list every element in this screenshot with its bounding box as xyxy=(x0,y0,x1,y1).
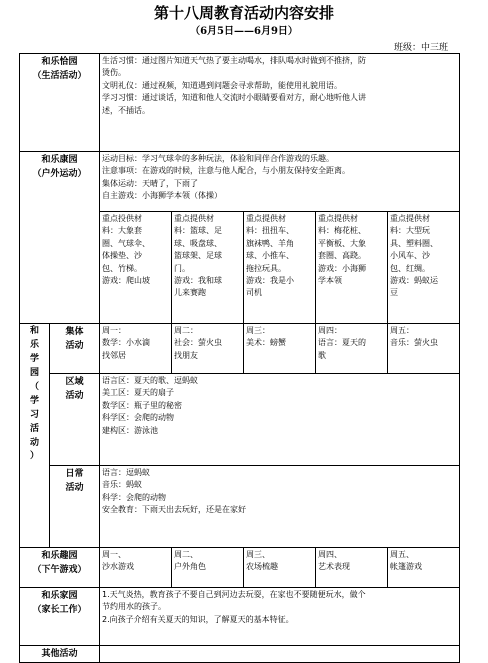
hejia-label xyxy=(20,588,100,646)
hekang-day-line: 料：大象套 xyxy=(102,226,143,236)
hequ-day-5 xyxy=(388,548,460,588)
hekang-day-line: 司机 xyxy=(246,288,263,298)
hekang-day-line: 儿来赛跑 xyxy=(174,288,207,298)
row-hequ xyxy=(20,548,460,588)
jiti-label-1: 集体 xyxy=(65,327,84,337)
hekang-day-line: 游戏：蚂蚁运 xyxy=(390,275,439,285)
hequ-day-line: 帐篷游戏 xyxy=(390,562,423,572)
quyu-line: 建构区：游泳池 xyxy=(102,425,159,435)
hekang-day-line: 重点提供材 xyxy=(246,214,287,223)
hejia-line: 1.天气炎热，教育孩子不要自己到河边去玩耍，在家也不要随便玩水，做个 xyxy=(102,590,366,599)
hexue-label-char: ） xyxy=(29,451,39,462)
hexue-label-char: 活 xyxy=(29,423,39,434)
jiti-day-line: 社会：萤火虫 xyxy=(174,338,223,348)
hekang-day-line: 球、小推车、 xyxy=(246,251,295,261)
hekang-day-line: 具、塑料圈、 xyxy=(390,238,439,248)
jiti-day-line: 找朋友 xyxy=(174,350,199,360)
heqia-label-sub: （生活活动） xyxy=(32,71,87,82)
jiti-label xyxy=(50,324,100,374)
hexue-label-char: （ xyxy=(29,381,39,392)
hekang-line: 集体运动：天晴了，下雨了 xyxy=(102,178,199,188)
hekang-day-line: 游戏：我是小 xyxy=(246,275,295,285)
quyu-line: 美工区：夏天的扇子 xyxy=(102,388,175,398)
hekang-day-line: 重点提供材 xyxy=(318,214,359,223)
hekang-day-line: 套圈、高跷。 xyxy=(318,251,367,261)
hekang-day-2 xyxy=(172,212,244,324)
row-quyu xyxy=(20,374,460,466)
schedule-table xyxy=(19,53,460,663)
hekang-day-line: 料：篮球、足 xyxy=(174,226,223,236)
hekang-day-line: 体操垫、沙 xyxy=(102,251,143,261)
hekang-label-name: 和乐康园 xyxy=(41,155,78,165)
hekang-label xyxy=(20,152,100,324)
hekang-day-line: 料：梅花桩、 xyxy=(318,226,367,236)
hekang-day-line: 豆 xyxy=(390,288,399,298)
hequ-day-line: 农场梳趣 xyxy=(246,562,279,572)
hekang-day-line: 游戏：小海狮 xyxy=(318,263,367,273)
quyu-content xyxy=(100,374,460,466)
hekang-day-5 xyxy=(388,212,460,324)
jiti-day-line: 周五： xyxy=(390,326,415,335)
hequ-day-line: 艺术表现 xyxy=(318,562,351,572)
hexue-label-char: 乐 xyxy=(29,339,39,350)
heqia-line: 述，不插话。 xyxy=(102,105,151,115)
hekang-day-line: 重点提供材 xyxy=(390,214,431,223)
hekang-label-sub: （户外运动） xyxy=(32,169,87,180)
quyu-line: 数学区：瓶子里的秘密 xyxy=(102,400,183,410)
hexue-label-char: 习 xyxy=(29,409,39,420)
heqia-line: 学习习惯：通过谈话，知道和他人交流时小眼睛要看对方，耐心地听他人讲 xyxy=(102,93,367,103)
heqia-line: 文明礼仪：通过视频，知道遇到问题会寻求帮助，能使用礼貌用语。 xyxy=(102,80,343,90)
jiti-day-4 xyxy=(316,324,388,374)
hekang-line: 注意事项：在游戏的时候，注意与他人配合，与小朋友保持安全距离。 xyxy=(102,166,351,176)
hejia-line: 节约用水的孩子。 xyxy=(102,602,167,612)
quyu-line: 科学区：会爬的动物 xyxy=(102,413,175,423)
hexue-label-char: 园 xyxy=(29,367,39,378)
jiti-day-line: 周三： xyxy=(246,326,271,335)
jiti-label-2: 活动 xyxy=(65,341,84,352)
row-hejia xyxy=(20,588,460,646)
hekang-day-line: 料：扭扭车、 xyxy=(246,226,295,236)
row-jiti xyxy=(20,324,460,374)
richang-content xyxy=(100,466,460,548)
hequ-day-3 xyxy=(244,548,316,588)
richang-line: 安全教育：下雨天出去玩好，还是在家好 xyxy=(102,505,247,515)
hekang-day-line: 拖拉玩具。 xyxy=(246,263,287,273)
hequ-day-4 xyxy=(316,548,388,588)
hequ-day-line: 户外角色 xyxy=(174,562,207,572)
hekang-day-line: 重点提供材 xyxy=(174,214,215,223)
hekang-line: 运动目标：学习气球伞的多种玩法，体验和同伴合作游戏的乐趣。 xyxy=(102,154,335,163)
hekang-day-line: 小风车、沙 xyxy=(390,251,431,261)
richang-line: 音乐：蚂蚁 xyxy=(102,480,143,490)
hejia-label-sub: （家长工作） xyxy=(32,605,87,616)
jiti-day-line: 数学：小水滴 xyxy=(102,338,151,348)
hexue-label-char: 和 xyxy=(29,326,39,336)
quyu-label-2: 活动 xyxy=(65,391,84,402)
row-qita xyxy=(20,646,460,663)
heqia-label xyxy=(20,54,100,152)
jiti-day-line: 周二： xyxy=(174,326,199,335)
richang-line: 科学：会爬的动物 xyxy=(102,492,167,502)
richang-label xyxy=(50,466,100,548)
jiti-day-line: 语言：夏天的 xyxy=(318,338,367,348)
hexue-label-char: 学 xyxy=(29,395,39,406)
quyu-label xyxy=(50,374,100,466)
richang-label-1: 日常 xyxy=(65,469,84,479)
date-range: （6月5日——6月9日） xyxy=(190,26,298,37)
class-label: 班级：中三班 xyxy=(393,43,448,53)
jiti-day-line: 周一： xyxy=(102,326,127,335)
hekang-day-line: 球、吸盘球、 xyxy=(174,238,223,248)
qita-content xyxy=(100,646,460,663)
jiti-day-5 xyxy=(388,324,460,374)
hekang-day-line: 包、红绸。 xyxy=(390,263,431,273)
jiti-day-line: 找邻居 xyxy=(102,350,127,360)
hekang-day-line: 门。 xyxy=(174,263,191,273)
hequ-day-2 xyxy=(172,548,244,588)
jiti-day-line: 歌 xyxy=(318,350,327,360)
hekang-day-line: 篮球架、足球 xyxy=(174,251,223,261)
hequ-day-line: 周四、 xyxy=(318,550,343,559)
hekang-day-3 xyxy=(244,212,316,324)
hequ-day-line: 周五、 xyxy=(390,550,415,559)
hekang-day-4 xyxy=(316,212,388,324)
hejia-line: 2.向孩子介绍有关夏天的知识，了解夏天的基本特征。 xyxy=(102,614,294,624)
page-title: 第十八周教育活动内容安排 xyxy=(153,4,334,22)
jiti-day-1 xyxy=(100,324,172,374)
hequ-label-sub: （下午游戏） xyxy=(32,565,87,576)
heqia-content xyxy=(100,54,460,152)
richang-label-2: 活动 xyxy=(65,483,84,494)
hekang-line: 自主游戏：小海狮学本领（体操） xyxy=(102,191,223,201)
hekang-day-line: 重点投供材 xyxy=(102,214,143,223)
hexue-label xyxy=(20,324,50,548)
hequ-day-line: 周三、 xyxy=(246,550,271,559)
jiti-day-3 xyxy=(244,324,316,374)
hekang-day-line: 料：大型玩 xyxy=(390,226,431,236)
hejia-label-name: 和乐家园 xyxy=(41,591,78,601)
hexue-label-char: 学 xyxy=(29,353,39,364)
hequ-day-line: 沙水游戏 xyxy=(102,562,135,572)
hekang-day-line: 旗袜鸭、羊角 xyxy=(246,238,295,248)
quyu-label-1: 区域 xyxy=(65,377,84,387)
jiti-day-line: 美术：螃蟹 xyxy=(246,338,287,348)
hejia-content xyxy=(100,588,460,646)
jiti-day-line: 周四： xyxy=(318,326,343,335)
hequ-label xyxy=(20,548,100,588)
heqia-line: 烫伤。 xyxy=(102,68,127,78)
hekang-content xyxy=(100,152,460,212)
hekang-day-line: 游戏：爬山坡 xyxy=(102,275,151,285)
hekang-day-line: 游戏：我和球 xyxy=(174,275,223,285)
qita-label: 其他活动 xyxy=(20,646,100,663)
hequ-day-line: 周二、 xyxy=(174,550,199,559)
heqia-label-name: 和乐恰园 xyxy=(41,57,78,67)
row-hekang-goals xyxy=(20,152,460,212)
heqia-line: 生活习惯：通过图片知道天气热了要主动喝水，排队喝水时做到不推挤，防 xyxy=(102,56,367,65)
hekang-day-line: 包、竹梯。 xyxy=(102,263,143,273)
hekang-day-line: 学本领 xyxy=(318,275,343,285)
row-richang xyxy=(20,466,460,548)
hekang-day-line: 圈、气球伞、 xyxy=(102,238,151,248)
hequ-day-line: 周一、 xyxy=(102,550,127,559)
hekang-day-line: 平衡板、大象 xyxy=(318,238,367,248)
row-heqia xyxy=(20,54,460,152)
jiti-day-line: 音乐：萤火虫 xyxy=(390,338,439,348)
quyu-line: 语言区：夏天的歌、逗蚂蚁 xyxy=(102,376,199,385)
jiti-day-2 xyxy=(172,324,244,374)
richang-line: 语言：逗蚂蚁 xyxy=(102,468,151,477)
hexue-label-char: 动 xyxy=(29,437,39,448)
hequ-label-name: 和乐趣园 xyxy=(41,551,78,561)
hekang-day-1 xyxy=(100,212,172,324)
hequ-day-1 xyxy=(100,548,172,588)
